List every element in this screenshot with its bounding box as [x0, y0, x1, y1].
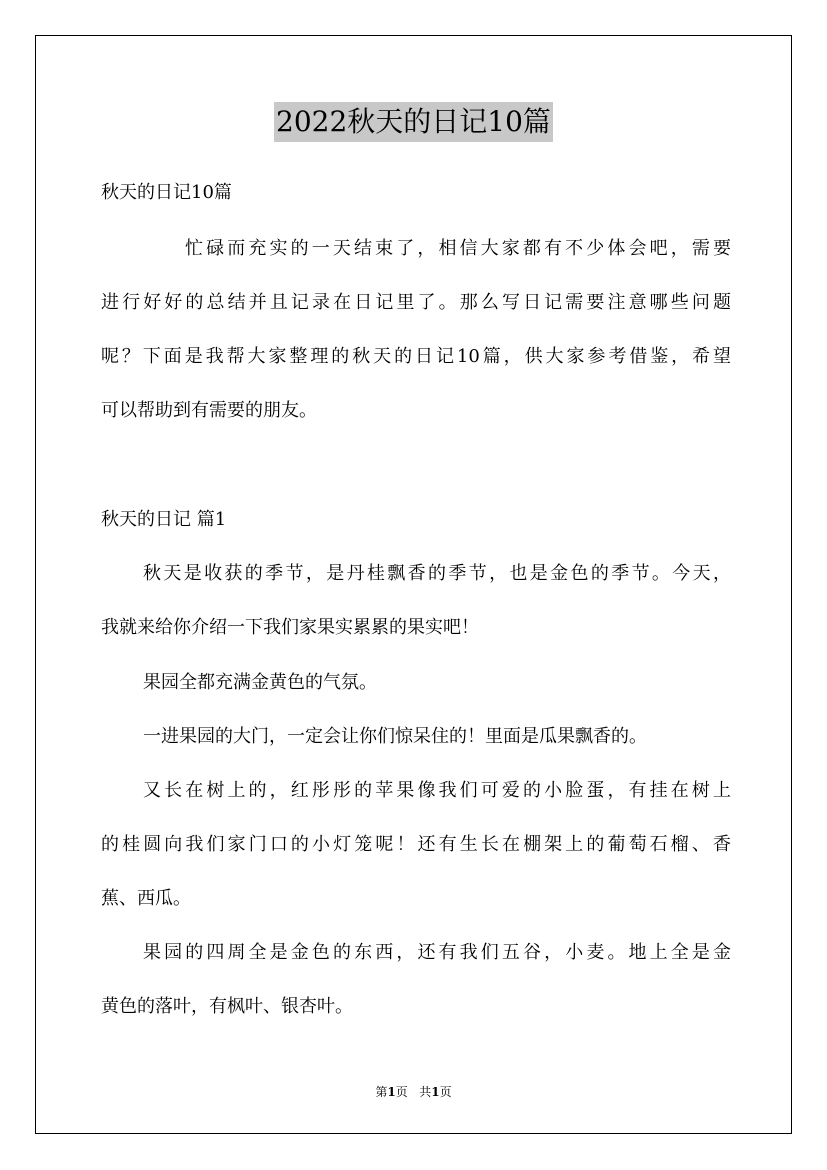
document-subtitle: 秋天的日记10篇 [101, 182, 232, 203]
body-line-5: 又长在树上的，红彤彤的苹果像我们可爱的小脸蛋，有挂在树上 [143, 780, 731, 801]
body-line-1: 秋天是收获的季节，是丹桂飘香的季节，也是金色的季节。今天， [143, 563, 731, 584]
title-container [0, 102, 827, 142]
footer-page-suffix: 页 [439, 1085, 452, 1099]
footer-page-prefix: 第 [375, 1085, 388, 1099]
footer-page-mid: 页 共 [395, 1085, 432, 1099]
page-footer [0, 1083, 827, 1101]
body-line-3: 果园全都充满金黄色的气氛。 [143, 672, 377, 693]
body-line-7: 蕉、西瓜。 [101, 888, 191, 909]
section-heading: 秋天的日记 篇1 [101, 509, 227, 530]
footer-page-total: 1 [431, 1085, 440, 1099]
footer-page-number: 1 [387, 1085, 396, 1099]
body-line-2: 我就来给你介绍一下我们家果实累累的果实吧！ [101, 617, 479, 638]
document-title: 2022秋天的日记10篇 [274, 102, 553, 142]
intro-line-2: 进行好好的总结并且记录在日记里了。那么写日记需要注意哪些问题 [101, 292, 731, 313]
body-line-6: 的桂圆向我们家门口的小灯笼呢！还有生长在棚架上的葡萄石榴、香 [101, 834, 731, 855]
body-line-8: 果园的四周全是金色的东西，还有我们五谷，小麦。地上全是金 [143, 942, 731, 963]
intro-line-3: 呢？下面是我帮大家整理的秋天的日记10篇，供大家参考借鉴，希望 [101, 346, 731, 367]
body-line-9: 黄色的落叶，有枫叶、银杏叶。 [101, 996, 353, 1017]
intro-line-1: 忙碌而充实的一天结束了，相信大家都有不少体会吧，需要 [185, 238, 731, 259]
intro-line-4: 可以帮助到有需要的朋友。 [101, 400, 317, 421]
body-line-4: 一进果园的大门，一定会让你们惊呆住的！里面是瓜果飘香的。 [143, 726, 647, 747]
